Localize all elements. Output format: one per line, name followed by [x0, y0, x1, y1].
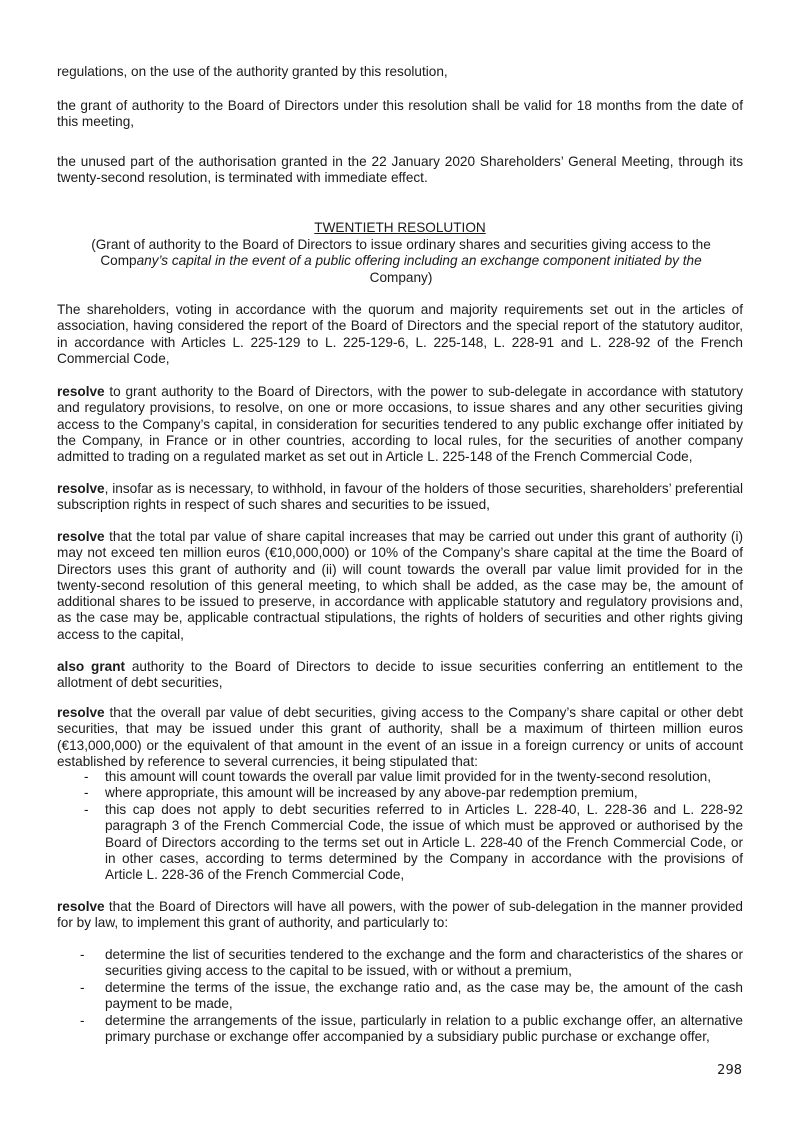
- shareholders-paragraph: The shareholders, voting in accordance with the quorum and majority requirements set out in the articles of association, having considered the report of the Board of Directors and the special report of the statutory auditor, in accordance with Articles L. 225-129 to L. 225-129-6, L. 225-148, L. 228-91 and L. 228-92 of the French Commercial Code,: [57, 302, 743, 366]
- resolve-keyword-1: resolve: [57, 384, 105, 399]
- bullet-item: [80, 1013, 743, 1046]
- page-number: 298: [717, 1063, 742, 1078]
- resolve-paragraph-5: [57, 705, 743, 770]
- resolution-subtitle-a: (Grant of authority to the Board of Directors to issue ordinary shares and securities giving access to the Comp: [91, 237, 711, 269]
- resolution-title: TWENTIETH RESOLUTION: [314, 220, 486, 235]
- bullet-text: determine the list of securities tendered to the exchange and the form and characteristics of the shares or securities giving access to the capital to be issued, with or without a premium,: [105, 947, 743, 979]
- bullet-text: this amount will count towards the overall par value limit provided for in the twenty-second resolution,: [105, 769, 711, 784]
- resolve-paragraph-2: [57, 481, 743, 514]
- bullet-dash: -: [84, 769, 89, 784]
- also-grant-keyword: also grant: [57, 659, 126, 674]
- resolution-subtitle-b: any’s capital in the event of a public offering including an exchange component initiated by the: [136, 253, 702, 269]
- bullet-item: [80, 980, 743, 1013]
- resolve-paragraph-6: [57, 899, 743, 932]
- resolve-text-3: that the total par value of share capital increases that may be carried out under this grant of authority (i) may not exceed ten million euros (€10,000,000) or 10% of the Company’s share capital at the time the Board of Directors uses this grant of authority and (ii) will count towards the overall par value limit provided for in the twenty-second resolution of this general meeting, to which shall be added, as the case may be, the amount of additional shares to be issued to preserve, in accordance with applicable statutory and regulatory provisions and, as the case may be, applicable contractual stipulations, the rights of holders of securities and other rights giving access to the capital,: [57, 529, 743, 642]
- resolve-keyword-5: resolve: [57, 705, 105, 720]
- bullet-text: where appropriate, this amount will be increased by any above-par redemption premium,: [105, 785, 638, 800]
- resolution-subtitle-c: Company): [369, 269, 433, 285]
- resolution-subtitle: [78, 237, 724, 286]
- bullet-text: determine the terms of the issue, the exchange ratio and, as the case may be, the amount of the cash payment to be made,: [105, 980, 743, 1012]
- bullet-dash: -: [80, 1013, 85, 1028]
- resolve-keyword-2: resolve: [57, 481, 105, 496]
- also-grant-text: authority to the Board of Directors to decide to issue securities conferring an entitlement to the allotment of debt securities,: [57, 659, 743, 691]
- bullet-item: [84, 769, 743, 785]
- bullet-text: this cap does not apply to debt securities referred to in Articles L. 228-40, L. 228-36 and L. 228-92 paragraph 3 of the French Commercial Code, the issue of which must be approved or authorised by the Board of Directors according to the terms set out in Article L. 228-40 of the French Commercial Code, or in other cases, according to terms determined by the Company in accordance with the provisions of Article L. 228-36 of the French Commercial Code,: [105, 802, 743, 883]
- bullet-item: [84, 802, 743, 883]
- bullet-item: [80, 947, 743, 980]
- also-grant-paragraph: [57, 659, 743, 692]
- resolve-keyword-3: resolve: [57, 529, 105, 544]
- intro-paragraph-2: the grant of authority to the Board of Directors under this resolution shall be valid for 18 months from the date of this meeting,: [57, 98, 743, 130]
- bullet-dash: -: [80, 980, 85, 995]
- bullet-item: [84, 785, 743, 801]
- bullet-dash: -: [84, 785, 89, 800]
- bullet-dash: -: [84, 802, 89, 817]
- resolve-text-1: to grant authority to the Board of Directors, with the power to sub-delegate in accordance with statutory and regulatory provisions, to resolve, on one or more occasions, to issue shares and any other securities giving access to the Company’s capital, in consideration for securities tendered to any public exchange offer initiated by the Company, in France or in other countries, according to local rules, for the securities of another company admitted to trading on a regulated market as set out in Article L. 225-148 of the French Commercial Code,: [57, 384, 743, 465]
- resolve-text-2: , insofar as is necessary, to withhold, in favour of the holders of those securities, shareholders’ preferential subscription rights in respect of such shares and securities to be issued,: [57, 481, 743, 513]
- intro-paragraph-3: the unused part of the authorisation granted in the 22 January 2020 Shareholders’ General Meeting, through its twenty-second resolution, is terminated with immediate effect.: [57, 154, 743, 186]
- resolve-paragraph-3: [57, 529, 743, 643]
- resolve-keyword-6: resolve: [57, 899, 105, 914]
- intro-paragraph-1: regulations, on the use of the authority granted by this resolution,: [57, 64, 448, 79]
- resolve-paragraph-1: [57, 384, 743, 465]
- bullet-dash: -: [80, 947, 85, 962]
- resolve-text-5: that the overall par value of debt securities, giving access to the Company’s share capital or other debt securities, that may be issued under this grant of authority, shall be a maximum of thirteen million euros (€13,000,000) or the equivalent of that amount in the event of an issue in a foreign currency or units of account established by reference to several currencies, it being stipulated that:: [57, 705, 743, 769]
- resolution-heading: [57, 220, 743, 236]
- bullet-text: determine the arrangements of the issue, particularly in relation to a public exchange offer, an alternative primary purchase or exchange offer accompanied by a subsidiary public purchase or exchange offer,: [105, 1013, 743, 1045]
- resolve-text-6: that the Board of Directors will have all powers, with the power of sub-delegation in the manner provided for by law, to implement this grant of authority, and particularly to:: [57, 899, 743, 931]
